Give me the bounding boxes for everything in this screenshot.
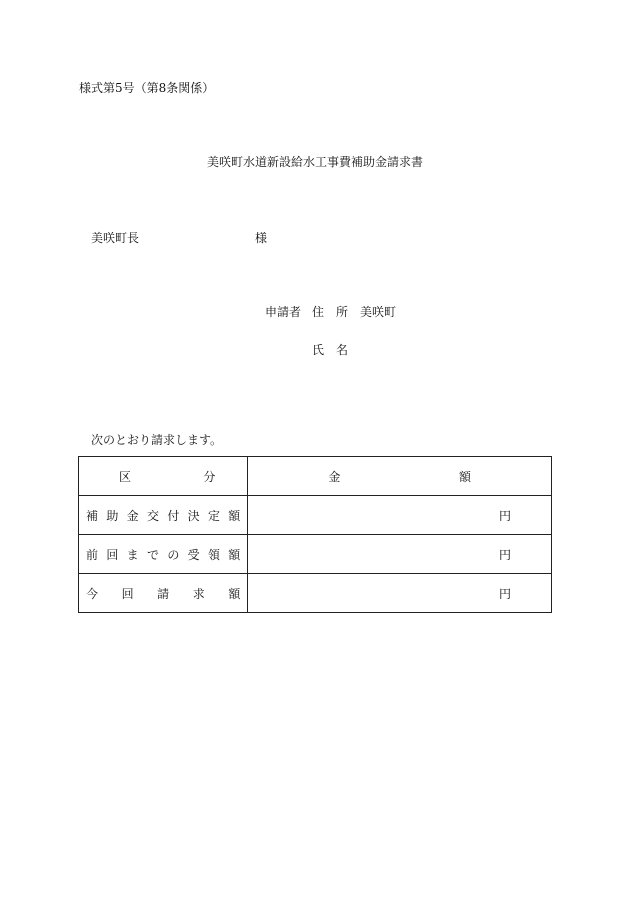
form-number: 様式第5号（第8条関係） (79, 81, 215, 95)
row-label-char: 付 (167, 508, 180, 523)
address-label: 住 所 (312, 305, 349, 319)
amount-cell-current-claim[interactable] (248, 574, 552, 613)
amount-cell-grant-decision[interactable] (248, 496, 552, 535)
header-category-cell (79, 457, 248, 496)
table-row (79, 535, 552, 574)
row-label-char: 額 (228, 508, 241, 523)
row-label-char: の (167, 547, 180, 562)
addressee-honorific: 様 (255, 231, 268, 245)
row-label-char: 求 (192, 586, 205, 601)
row-label-char: 交 (146, 508, 159, 523)
addressee-name: 美咲町長 (91, 231, 140, 245)
claim-table (78, 456, 552, 613)
yen-unit: 円 (498, 508, 511, 523)
yen-unit: 円 (498, 547, 511, 562)
row-label-char: 回 (121, 586, 134, 601)
intro-text: 次のとおり請求します。 (91, 433, 223, 447)
row-label-cell (79, 496, 248, 535)
row-label-char: 補 (86, 508, 99, 523)
document-title: 美咲町水道新設給水工事費補助金請求書 (206, 155, 423, 169)
row-label-cell (79, 535, 248, 574)
header-amount-char: 金 (328, 469, 341, 484)
row-label-grant-decision-amount (79, 507, 247, 524)
address-value: 美咲町 (360, 305, 397, 319)
table-row (79, 496, 552, 535)
row-label-char: 決 (187, 508, 200, 523)
row-label-char: 前 (86, 547, 99, 562)
header-category-char: 分 (203, 469, 216, 484)
header-category-char: 区 (119, 469, 132, 484)
row-label-previous-received-amount (79, 546, 247, 563)
row-label-char: 額 (228, 586, 241, 601)
row-label-char: 請 (157, 586, 170, 601)
header-amount-cell (248, 457, 552, 496)
amount-cell-previous-received[interactable] (248, 535, 552, 574)
header-amount (248, 468, 551, 485)
row-label-char: 助 (106, 508, 119, 523)
header-category (79, 468, 247, 485)
row-label-char: ま (126, 547, 139, 562)
header-amount-char: 額 (458, 469, 471, 484)
row-label-char: 受 (187, 547, 200, 562)
row-label-char: 定 (207, 508, 220, 523)
table-row (79, 574, 552, 613)
applicant-label: 申請者 (265, 305, 302, 319)
yen-unit: 円 (498, 586, 511, 601)
row-label-char: 額 (228, 547, 241, 562)
table-header-row (79, 457, 552, 496)
row-label-char: 領 (207, 547, 220, 562)
row-label-current-claim-amount (79, 585, 247, 602)
row-label-char: で (146, 547, 159, 562)
row-label-cell (79, 574, 248, 613)
row-label-char: 金 (126, 508, 139, 523)
name-label: 氏 名 (312, 343, 349, 357)
row-label-char: 今 (86, 586, 99, 601)
row-label-char: 回 (106, 547, 119, 562)
